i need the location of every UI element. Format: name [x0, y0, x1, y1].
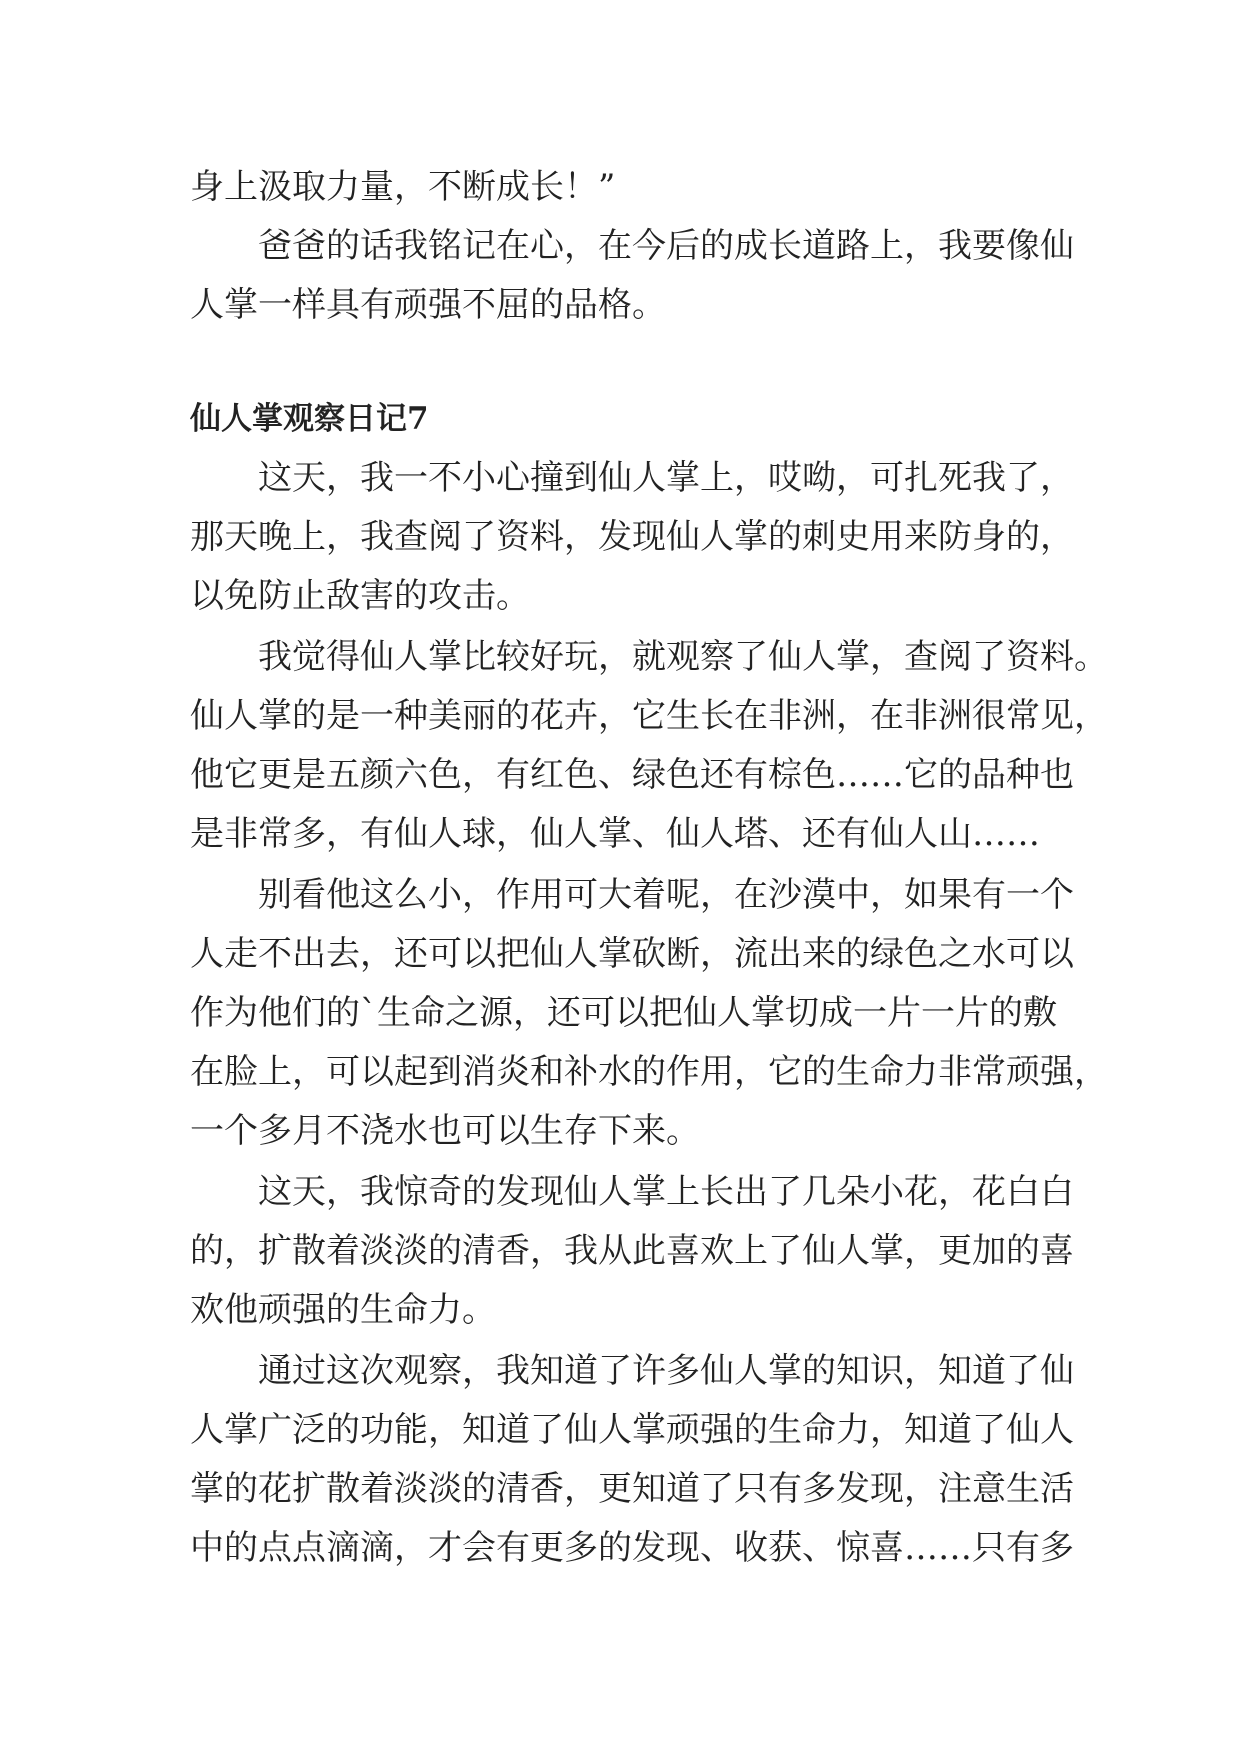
text-line: 人掌一样具有顽强不屈的品格。 [190, 285, 666, 325]
text-line: 人掌广泛的功能，知道了仙人掌顽强的生命力，知道了仙人 [190, 1410, 1074, 1450]
text-line: 掌的花扩散着淡淡的清香，更知道了只有多发现，注意生活 [190, 1469, 1074, 1509]
text-line: 别看他这么小，作用可大着呢，在沙漠中，如果有一个 [258, 875, 1074, 915]
text-line: 仙人掌的是一种美丽的花卉，它生长在非洲，在非洲很常见， [190, 696, 1108, 736]
text-line: 的，扩散着淡淡的清香，我从此喜欢上了仙人掌，更加的喜 [190, 1231, 1074, 1271]
text-line: 我觉得仙人掌比较好玩，就观察了仙人掌，查阅了资料。 [258, 637, 1108, 677]
text-line: 那天晚上，我查阅了资料，发现仙人掌的刺史用来防身的， [190, 517, 1074, 557]
text-line: 一个多月不浇水也可以生存下来。 [190, 1111, 700, 1151]
text-line: 通过这次观察，我知道了许多仙人掌的知识，知道了仙 [258, 1351, 1074, 1391]
text-line: 以免防止敌害的攻击。 [190, 576, 530, 616]
text-line: 爸爸的话我铭记在心，在今后的成长道路上，我要像仙 [258, 226, 1074, 266]
text-line: 人走不出去，还可以把仙人掌砍断，流出来的绿色之水可以 [190, 934, 1074, 974]
text-line: 这天，我一不小心撞到仙人掌上，哎呦，可扎死我了， [258, 458, 1074, 498]
text-line: 他它更是五颜六色，有红色、绿色还有棕色……它的品种也 [190, 755, 1074, 795]
text-line: 中的点点滴滴，才会有更多的发现、收获、惊喜……只有多 [190, 1528, 1074, 1568]
text-line: 欢他顽强的生命力。 [190, 1290, 496, 1330]
text-line: 在脸上，可以起到消炎和补水的作用，它的生命力非常顽强， [190, 1052, 1108, 1092]
text-line: 作为他们的`生命之源，还可以把仙人掌切成一片一片的敷 [190, 993, 1057, 1033]
text-line: 身上汲取力量，不断成长！” [190, 167, 616, 207]
text-line: 这天，我惊奇的发现仙人掌上长出了几朵小花，花白白 [258, 1172, 1074, 1212]
text-line: 是非常多，有仙人球，仙人掌、仙人塔、还有仙人山…… [190, 814, 1040, 854]
section-title: 仙人掌观察日记7 [190, 401, 429, 437]
